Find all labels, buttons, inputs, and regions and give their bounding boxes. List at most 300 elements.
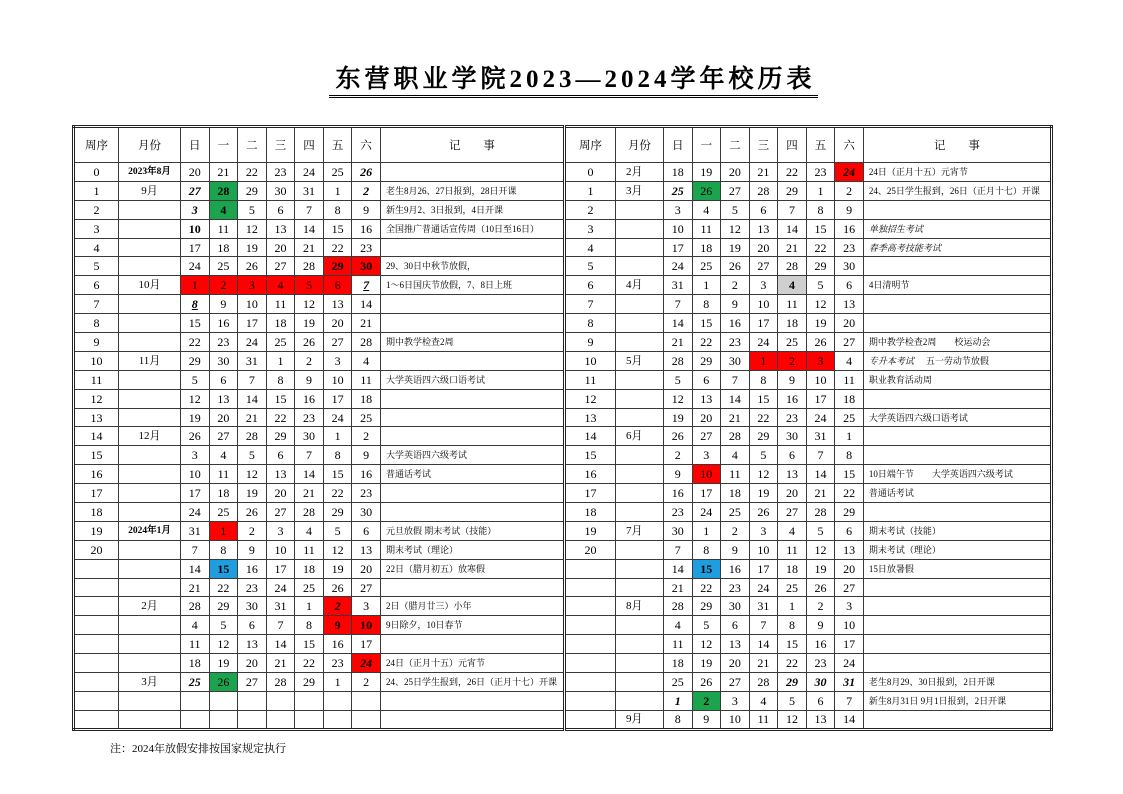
left-day-tue: 30: [238, 597, 267, 616]
right-week-number: [564, 673, 615, 692]
right-day-wed: 15: [749, 389, 778, 408]
left-day-fri-text: 6: [334, 278, 341, 293]
left-day-thu: 9: [295, 370, 324, 389]
left-day-mon: 23: [209, 333, 238, 352]
left-header-day-tue: 二: [238, 127, 267, 163]
right-day-wed: 17: [749, 314, 778, 333]
left-week-number: 5: [74, 257, 119, 276]
left-day-fri: 13: [323, 295, 352, 314]
right-month: [615, 219, 663, 238]
right-day-mon: 1: [692, 521, 721, 540]
right-note: [863, 597, 1051, 616]
left-day-thu: 7: [295, 446, 324, 465]
left-day-wed: 30: [266, 181, 295, 200]
left-week-number: 9: [74, 333, 119, 352]
left-day-wed: 23: [266, 163, 295, 182]
left-day-sat-text: 7: [363, 278, 370, 293]
left-month: [119, 559, 181, 578]
left-day-wed: 15: [266, 389, 295, 408]
left-day-fri: 25: [323, 163, 352, 182]
left-week-number: 3: [74, 219, 119, 238]
left-day-thu: 25: [295, 578, 324, 597]
left-month: [119, 200, 181, 219]
left-note: [380, 408, 564, 427]
right-day-sat: [835, 163, 864, 182]
left-day-wed: [266, 710, 295, 729]
left-day-sun: [181, 295, 210, 314]
right-week-number: 16: [564, 465, 615, 484]
left-day-sun: 4: [181, 616, 210, 635]
right-day-thu: 5: [778, 691, 807, 710]
right-day-sat: 3: [835, 597, 864, 616]
right-day-sun: 19: [663, 408, 692, 427]
right-day-thu: 9: [778, 370, 807, 389]
left-month: [119, 484, 181, 503]
right-month: [615, 446, 663, 465]
left-week-number: [74, 710, 119, 729]
right-day-sat: 22: [835, 484, 864, 503]
right-week-number: 8: [564, 314, 615, 333]
left-day-mon: [209, 181, 238, 200]
left-day-fri-text: 29: [331, 259, 344, 274]
left-note: [380, 389, 564, 408]
left-day-sun: 31: [181, 521, 210, 540]
right-day-thu: 12: [778, 710, 807, 729]
left-day-tue: 5: [238, 200, 267, 219]
left-day-sat-text: 2: [363, 183, 370, 198]
right-day-thu: 8: [778, 616, 807, 635]
right-day-mon: 17: [692, 484, 721, 503]
left-day-sat-text: 26: [360, 164, 373, 179]
left-day-tue: 26: [238, 503, 267, 522]
left-day-sun: [181, 710, 210, 729]
left-day-tue: 17: [238, 314, 267, 333]
left-week-number: [74, 635, 119, 654]
left-note: [380, 238, 564, 257]
left-note: 9日除夕，10日春节: [380, 616, 564, 635]
left-day-thu-text: 5: [306, 278, 313, 293]
right-day-tue: 13: [721, 635, 750, 654]
left-day-wed: 8: [266, 370, 295, 389]
right-day-mon: 29: [692, 597, 721, 616]
right-header-day-fri: 五: [806, 127, 835, 163]
right-day-thu-text: 29: [785, 674, 798, 689]
calendar-week-row: [74, 314, 1052, 333]
right-day-mon-text: 26: [700, 183, 713, 198]
left-day-sun: 12: [181, 389, 210, 408]
right-note: [863, 351, 1051, 370]
right-day-thu-text: 4: [788, 278, 795, 293]
left-day-mon: 21: [209, 163, 238, 182]
left-note: 老生8月26、27日报到，28日开课: [380, 181, 564, 200]
right-day-tue: 21: [721, 408, 750, 427]
right-day-sun: 10: [663, 219, 692, 238]
left-day-wed: 28: [266, 673, 295, 692]
left-day-sat: 23: [352, 484, 381, 503]
right-day-mon: [692, 559, 721, 578]
right-day-sat: 13: [835, 540, 864, 559]
right-day-wed: 21: [749, 163, 778, 182]
right-day-fri: 19: [806, 314, 835, 333]
right-day-fri: 2: [806, 597, 835, 616]
right-day-mon: 19: [692, 163, 721, 182]
right-day-thu: 22: [778, 654, 807, 673]
right-day-mon: [692, 181, 721, 200]
right-day-thu-text: 2: [788, 353, 795, 368]
right-day-fri: 12: [806, 540, 835, 559]
right-day-wed: 26: [749, 503, 778, 522]
left-day-mon: 11: [209, 219, 238, 238]
right-day-wed: 10: [749, 540, 778, 559]
right-day-sat: 11: [835, 370, 864, 389]
left-day-thu: 19: [295, 314, 324, 333]
left-note: 22日（腊月初五）放寒假: [380, 559, 564, 578]
left-note: 期末考试（理论）: [380, 540, 564, 559]
left-day-sat: [352, 257, 381, 276]
left-day-sat: 9: [352, 200, 381, 219]
left-day-thu: 11: [295, 540, 324, 559]
left-note: [380, 578, 564, 597]
right-day-thu: 20: [778, 484, 807, 503]
left-day-sun: 11: [181, 635, 210, 654]
left-week-number: 8: [74, 314, 119, 333]
left-day-sat: 11: [352, 370, 381, 389]
right-note: 老生8月29、30日报到，2日开课: [863, 673, 1051, 692]
left-month: 12月: [119, 427, 181, 446]
left-day-sat: 16: [352, 465, 381, 484]
right-day-fri: 14: [806, 465, 835, 484]
right-week-number: [564, 616, 615, 635]
right-day-sat: 2: [835, 181, 864, 200]
right-note: 普通话考试: [863, 484, 1051, 503]
left-month: [119, 503, 181, 522]
right-day-tue: 23: [721, 333, 750, 352]
left-day-tue: [238, 710, 267, 729]
left-week-number: 10: [74, 351, 119, 370]
right-day-tue: 4: [721, 446, 750, 465]
left-day-mon: 30: [209, 351, 238, 370]
left-day-mon: [209, 559, 238, 578]
left-day-tue: [238, 691, 267, 710]
right-month: 9月: [615, 710, 663, 729]
right-day-fri: 10: [806, 370, 835, 389]
left-day-thu: [295, 691, 324, 710]
right-day-mon: 12: [692, 635, 721, 654]
left-day-wed: 17: [266, 559, 295, 578]
right-day-sat: 15: [835, 465, 864, 484]
left-day-sun-text: 10: [188, 221, 201, 236]
left-day-tue: 13: [238, 635, 267, 654]
left-month: [119, 540, 181, 559]
right-day-thu: 28: [778, 257, 807, 276]
left-day-wed: 6: [266, 446, 295, 465]
right-day-tue: 9: [721, 540, 750, 559]
right-day-sun: [663, 691, 692, 710]
left-week-number: 6: [74, 276, 119, 295]
title-wrap: [237, 66, 910, 98]
left-month: [119, 333, 181, 352]
right-note: [863, 503, 1051, 522]
left-day-thu: 31: [295, 181, 324, 200]
left-month: 3月: [119, 673, 181, 692]
left-day-sat: [352, 691, 381, 710]
right-day-sat: 14: [835, 710, 864, 729]
left-day-sun: 24: [181, 257, 210, 276]
left-header-notes: 记 事: [380, 127, 564, 163]
left-day-wed: 22: [266, 408, 295, 427]
right-day-tue: 12: [721, 219, 750, 238]
right-day-sun: 28: [663, 597, 692, 616]
right-day-fri: 1: [806, 181, 835, 200]
left-day-sat: 21: [352, 314, 381, 333]
left-day-thu: 7: [295, 200, 324, 219]
left-week-number: 13: [74, 408, 119, 427]
left-day-fri: 15: [323, 219, 352, 238]
left-day-sat: 2: [352, 673, 381, 692]
right-month: 7月: [615, 521, 663, 540]
calendar-week-row: [74, 635, 1052, 654]
left-day-sat: [352, 163, 381, 182]
calendar-week-row: [74, 257, 1052, 276]
right-note: [863, 427, 1051, 446]
left-day-tue: 12: [238, 219, 267, 238]
calendar-week-row: [74, 616, 1052, 635]
right-note: 10日端午节 大学英语四六级考试: [863, 465, 1051, 484]
right-week-number: 12: [564, 389, 615, 408]
right-note: [863, 616, 1051, 635]
left-day-wed: 6: [266, 200, 295, 219]
left-note: 新生9月2、3日报到，4日开课: [380, 200, 564, 219]
right-day-thu: 21: [778, 238, 807, 257]
left-month: [119, 408, 181, 427]
calendar-week-row: [74, 654, 1052, 673]
left-day-tue: 12: [238, 465, 267, 484]
left-day-wed: 13: [266, 219, 295, 238]
left-week-number: 4: [74, 238, 119, 257]
left-day-mon: 8: [209, 540, 238, 559]
left-day-sat: 30: [352, 503, 381, 522]
left-day-thu: 14: [295, 465, 324, 484]
right-day-fri: 5: [806, 521, 835, 540]
right-month: 3月: [615, 181, 663, 200]
left-month: [119, 163, 181, 182]
right-month: [615, 691, 663, 710]
left-day-wed-text: 4: [277, 278, 284, 293]
right-day-tue: 26: [721, 257, 750, 276]
right-day-tue: 11: [721, 465, 750, 484]
right-day-sat: 25: [835, 408, 864, 427]
right-day-wed: 31: [749, 597, 778, 616]
left-note: 普通话考试: [380, 465, 564, 484]
left-month-text: 2023年8月: [128, 167, 171, 178]
left-day-sat: [352, 654, 381, 673]
right-day-fri: 23: [806, 163, 835, 182]
right-day-tue: 3: [721, 691, 750, 710]
right-note: [863, 200, 1051, 219]
left-day-sun: 20: [181, 163, 210, 182]
right-day-sat: 29: [835, 503, 864, 522]
left-week-number: 2: [74, 200, 119, 219]
calendar-week-row: [74, 389, 1052, 408]
right-day-mon: 27: [692, 427, 721, 446]
right-day-wed: 22: [749, 408, 778, 427]
left-day-tue: 6: [238, 616, 267, 635]
left-week-number: [74, 559, 119, 578]
left-day-tue: 21: [238, 408, 267, 427]
left-day-sat-text: 24: [360, 656, 373, 671]
right-day-wed: 10: [749, 295, 778, 314]
right-month: [615, 559, 663, 578]
calendar-week-row: [74, 673, 1052, 692]
right-day-thu: [778, 276, 807, 295]
left-day-thu: 2: [295, 351, 324, 370]
right-day-sun: 11: [663, 635, 692, 654]
right-day-sat: 30: [835, 257, 864, 276]
right-month: 4月: [615, 276, 663, 295]
left-day-wed: [266, 276, 295, 295]
right-day-wed: 21: [749, 654, 778, 673]
right-day-fri: 26: [806, 333, 835, 352]
left-day-fri: [323, 276, 352, 295]
left-day-sun: [181, 691, 210, 710]
right-day-mon: 22: [692, 578, 721, 597]
left-day-sat: [352, 181, 381, 200]
left-day-wed: 25: [266, 333, 295, 352]
right-note-text: 单独招生考试: [868, 223, 923, 234]
right-day-sun: 24: [663, 257, 692, 276]
calendar-week-row: [74, 408, 1052, 427]
left-day-tue: 19: [238, 484, 267, 503]
left-day-sun: [181, 181, 210, 200]
left-day-mon: 29: [209, 597, 238, 616]
left-day-mon: 6: [209, 370, 238, 389]
right-day-wed: 27: [749, 257, 778, 276]
right-week-number: 17: [564, 484, 615, 503]
left-day-mon: [209, 673, 238, 692]
left-day-tue: 22: [238, 163, 267, 182]
right-day-fri: 5: [806, 276, 835, 295]
left-day-sat: 17: [352, 635, 381, 654]
right-day-sat: 20: [835, 314, 864, 333]
right-day-mon: 15: [692, 314, 721, 333]
left-day-tue: 29: [238, 181, 267, 200]
right-day-wed: 28: [749, 673, 778, 692]
right-day-fri: 29: [806, 257, 835, 276]
left-day-tue: [238, 276, 267, 295]
left-note: [380, 484, 564, 503]
table-header: [74, 127, 1052, 163]
right-day-wed: 4: [749, 691, 778, 710]
left-day-fri: 29: [323, 503, 352, 522]
right-week-number: 19: [564, 521, 615, 540]
left-day-wed: 27: [266, 257, 295, 276]
left-day-mon: 12: [209, 635, 238, 654]
right-day-tue: 20: [721, 163, 750, 182]
left-day-tue-text: 3: [248, 278, 255, 293]
left-week-number: 18: [74, 503, 119, 522]
right-week-number: 20: [564, 540, 615, 559]
right-day-tue: 18: [721, 484, 750, 503]
left-day-sat: 9: [352, 446, 381, 465]
right-day-sat: 1: [835, 427, 864, 446]
left-day-sun-text: 27: [188, 183, 201, 198]
left-week-number: [74, 578, 119, 597]
right-day-mon: 3: [692, 446, 721, 465]
right-day-thu: 25: [778, 578, 807, 597]
left-day-sat: 16: [352, 219, 381, 238]
right-day-sun: 31: [663, 276, 692, 295]
right-week-number: 9: [564, 333, 615, 352]
left-day-fri: [323, 710, 352, 729]
left-note: 1～6日国庆节放假，7、8日上班: [380, 276, 564, 295]
right-day-thu: 7: [778, 200, 807, 219]
right-day-sun: 21: [663, 333, 692, 352]
left-month: [119, 465, 181, 484]
left-header-day-mon: 一: [209, 127, 238, 163]
right-day-sun: [663, 181, 692, 200]
left-week-number: 16: [74, 465, 119, 484]
right-day-tue: 2: [721, 276, 750, 295]
right-month: [615, 503, 663, 522]
right-day-wed: 12: [749, 465, 778, 484]
left-week-number: 19: [74, 521, 119, 540]
right-day-mon-text: 2: [703, 693, 710, 708]
left-day-mon: [209, 691, 238, 710]
left-week-number: 0: [74, 163, 119, 182]
left-month: [119, 691, 181, 710]
left-day-wed: 20: [266, 484, 295, 503]
left-day-mon: [209, 710, 238, 729]
right-month: [615, 654, 663, 673]
right-day-thu: 29: [778, 181, 807, 200]
right-month: [615, 578, 663, 597]
left-note: [380, 427, 564, 446]
right-day-thu: 15: [778, 635, 807, 654]
right-month: [615, 295, 663, 314]
right-day-sat: 6: [835, 521, 864, 540]
left-day-sat: 28: [352, 333, 381, 352]
left-month: [119, 389, 181, 408]
right-day-thu: 30: [778, 427, 807, 446]
left-day-wed: 7: [266, 616, 295, 635]
right-day-thu: 18: [778, 314, 807, 333]
left-day-sun: [181, 219, 210, 238]
right-note: 大学英语四六级口语考试: [863, 408, 1051, 427]
right-day-thu: 1: [778, 597, 807, 616]
left-day-sun: 18: [181, 654, 210, 673]
left-day-sat: 23: [352, 238, 381, 257]
left-day-fri: 22: [323, 484, 352, 503]
calendar-week-row: [74, 521, 1052, 540]
right-week-number: 15: [564, 446, 615, 465]
right-day-mon: 4: [692, 200, 721, 219]
right-week-number: 0: [564, 163, 615, 182]
left-day-sat: [352, 276, 381, 295]
right-day-wed: 29: [749, 427, 778, 446]
left-day-tue: 24: [238, 333, 267, 352]
left-day-thu: 26: [295, 333, 324, 352]
calendar-week-row: [74, 446, 1052, 465]
left-day-tue: 19: [238, 238, 267, 257]
left-note: [380, 635, 564, 654]
left-day-sun: 3: [181, 446, 210, 465]
right-month: 8月: [615, 597, 663, 616]
right-note: [863, 446, 1051, 465]
right-day-fri: 9: [806, 616, 835, 635]
left-note: [380, 163, 564, 182]
left-day-thu: 4: [295, 521, 324, 540]
left-month: [119, 219, 181, 238]
